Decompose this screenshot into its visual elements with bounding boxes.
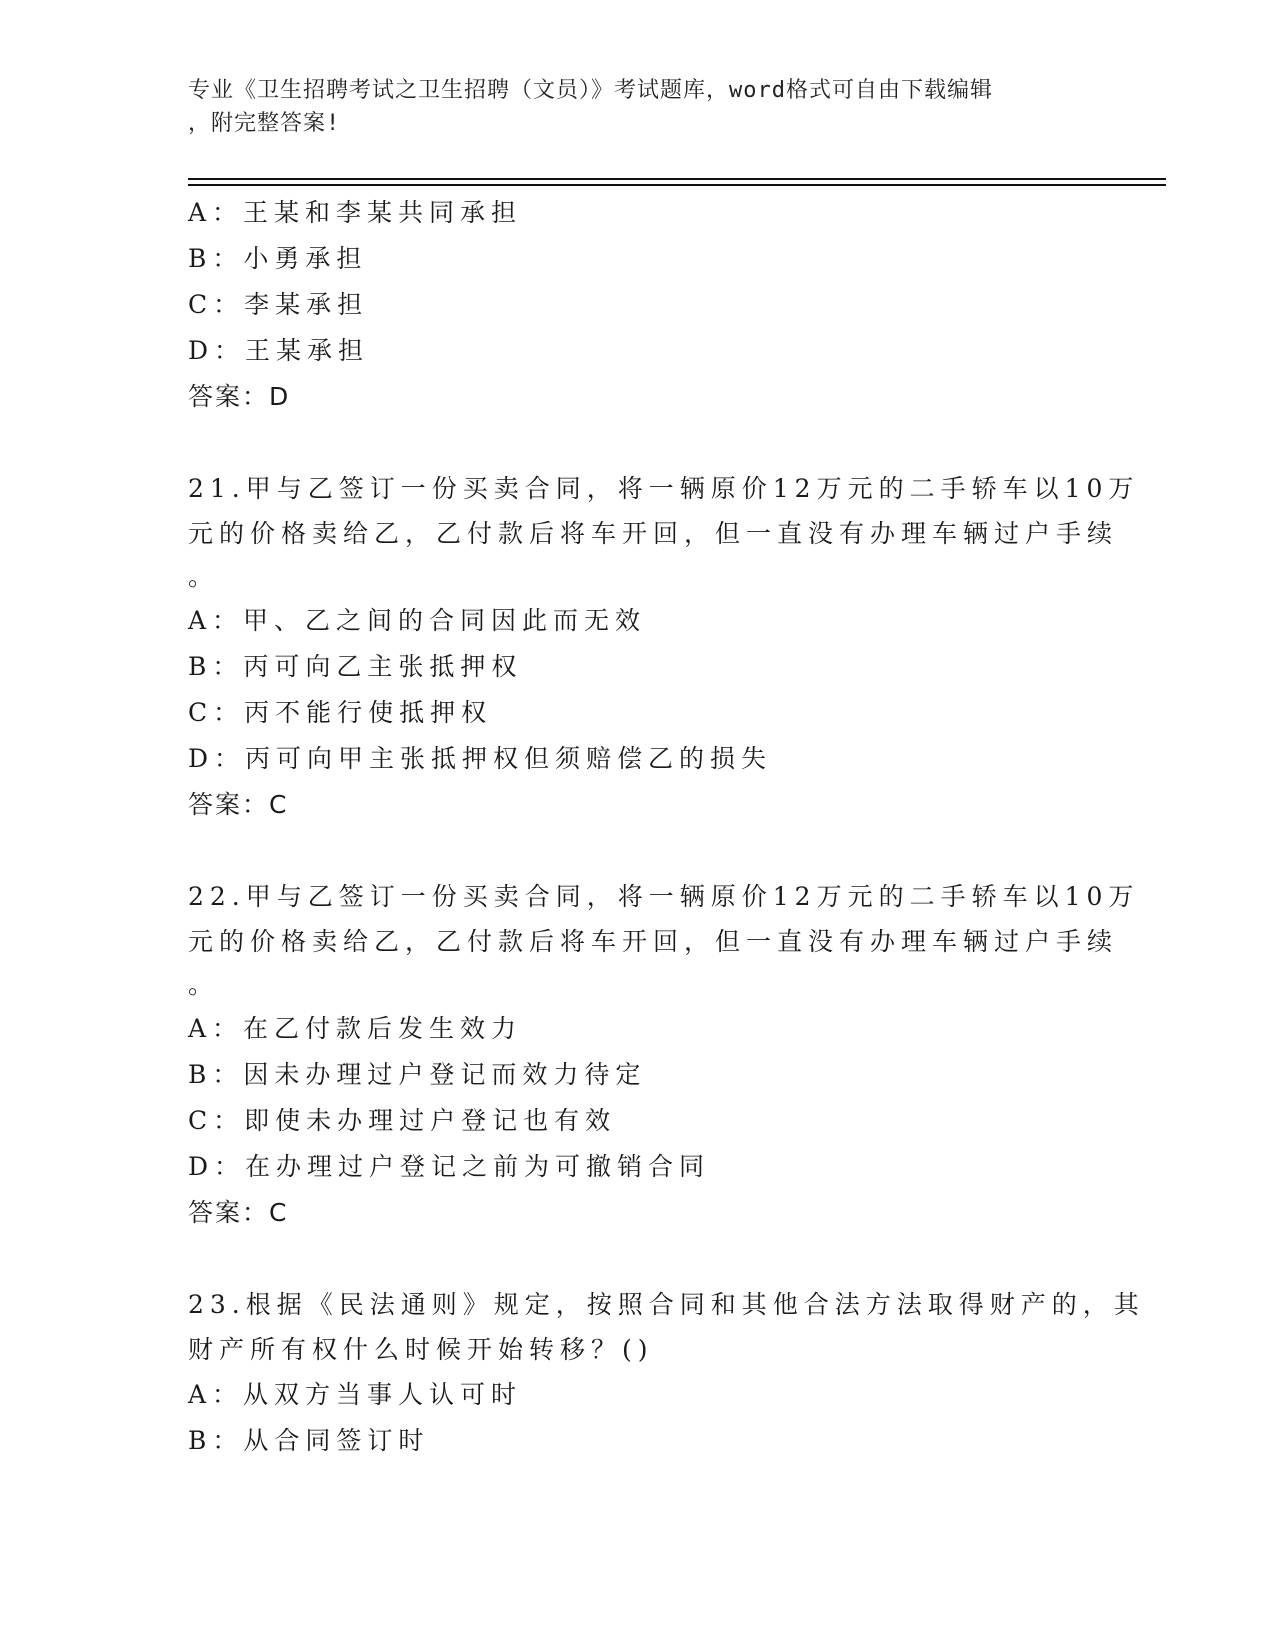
option-a: A：在乙付款后发生效力 [188,1014,523,1043]
option-a: A：从双方当事人认可时 [188,1380,523,1409]
question-stem [188,1282,1145,1372]
document-header [188,74,1088,140]
option-a: A：甲、乙之间的合同因此而无效 [188,606,647,635]
stem-line: 23.根据《民法通则》规定，按照合同和其他合法方法取得财产的，其 [188,1290,1145,1319]
question-stem [188,466,1140,598]
answer: 答案：D [188,382,291,411]
stem-line: 元的价格卖给乙，乙付款后将车开回，但一直没有办理车辆过户手续 [188,519,1119,548]
stem-line: 22.甲与乙签订一份买卖合同，将一辆原价12万元的二手轿车以10万 [188,882,1140,911]
stem-line: 元的价格卖给乙，乙付款后将车开回，但一直没有办理车辆过户手续 [188,927,1119,956]
option-b: B：丙可向乙主张抵押权 [188,652,523,681]
stem-tail: 。 [188,970,220,999]
option-a: A：王某和李某共同承担 [188,198,523,227]
option-b: B：从合同签订时 [188,1426,430,1455]
option-d: D：在办理过户登记之前为可撤销合同 [188,1152,711,1181]
question-stem [188,874,1140,1006]
header-line-2: ，附完整答案! [188,111,341,136]
stem-line: 21.甲与乙签订一份买卖合同，将一辆原价12万元的二手轿车以10万 [188,474,1140,503]
answer: 答案：C [188,1198,289,1227]
stem-tail: 。 [188,562,220,591]
question-20-tail [188,190,1088,420]
option-d: D：丙可向甲主张抵押权但须赔偿乙的损失 [188,744,773,773]
header-divider-top [188,178,1166,180]
option-c: C：丙不能行使抵押权 [188,698,493,727]
answer: 答案：C [188,790,289,819]
header-divider-bottom [188,184,1166,186]
option-b: B：因未办理过户登记而效力待定 [188,1060,647,1089]
option-b: B：小勇承担 [188,244,368,273]
question-21 [188,466,1140,828]
option-d: D：王某承担 [188,336,370,365]
question-list [188,190,1145,1464]
stem-line: 财产所有权什么时候开始转移？() [188,1335,654,1364]
option-c: C：即使未办理过户登记也有效 [188,1106,617,1135]
question-22 [188,874,1140,1236]
question-23 [188,1282,1145,1464]
option-c: C：李某承担 [188,290,369,319]
header-line-1: 专业《卫生招聘考试之卫生招聘（文员）》考试题库，word格式可自由下载编辑 [188,78,993,103]
